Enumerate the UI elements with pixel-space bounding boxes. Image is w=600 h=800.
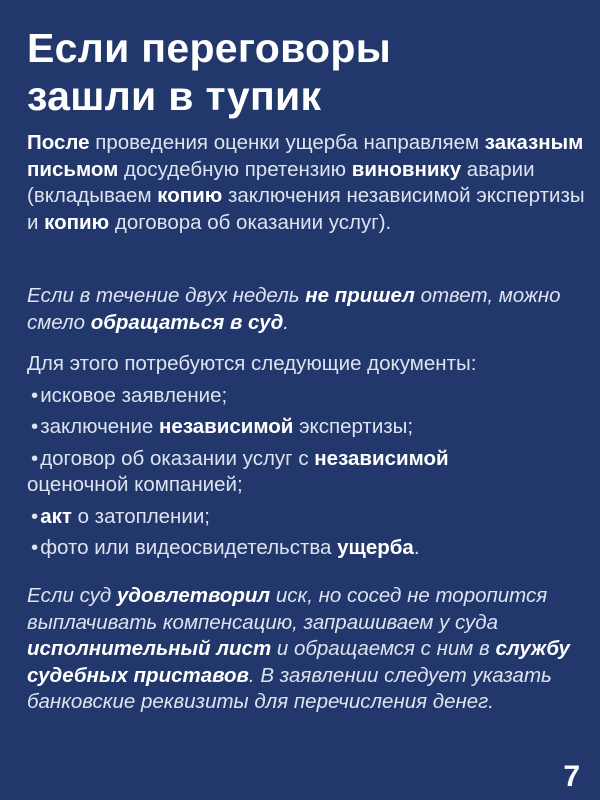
paragraph-enforcement xyxy=(27,583,593,716)
text-span: договор об оказании услуг с xyxy=(40,446,315,470)
bold-text: обращаться в суд xyxy=(90,310,284,334)
text-span: о затоплении; xyxy=(71,504,210,528)
list-item xyxy=(27,504,593,531)
text-span: аварии (вкладываем xyxy=(27,157,535,207)
bold-text: После xyxy=(27,131,90,154)
bold-text: независимой xyxy=(314,446,449,470)
list-item xyxy=(27,414,593,441)
list-item xyxy=(27,535,593,562)
text-span: заключения независимой экспертизы и xyxy=(27,184,585,234)
text-span: . В заявлении следует указать банковские реквизиты для перечисления денег. xyxy=(27,663,552,713)
paragraph-claim xyxy=(27,130,593,236)
bullet-icon: • xyxy=(31,504,39,528)
text-span: оценочной компанией; xyxy=(27,473,243,496)
text-span: Если в течение двух недель xyxy=(27,284,306,307)
text-span: исковое заявление; xyxy=(40,383,228,407)
text-span: . xyxy=(283,310,289,334)
page-title xyxy=(27,24,587,120)
documents-list xyxy=(27,383,593,562)
text-span: иск, но сосед не торопится выплачивать компенсацию, запрашиваем у суда xyxy=(27,584,548,634)
bold-text: заказным письмом xyxy=(27,131,584,181)
bullet-icon: • xyxy=(31,536,39,559)
bold-text: независимой xyxy=(159,415,294,438)
bold-text: ущерба xyxy=(337,536,414,559)
documents-intro: Для этого потребуются следующие документы: xyxy=(27,352,477,375)
text-span: Если суд xyxy=(27,584,117,607)
text-span: заключение xyxy=(40,415,160,438)
paragraph-court xyxy=(27,283,593,336)
bold-text: не пришел xyxy=(305,284,415,307)
bullet-icon: • xyxy=(31,415,39,438)
text-span: и обращаемся с ним в xyxy=(271,637,496,660)
bullet-icon: • xyxy=(31,446,39,470)
text-span: проведения оценки ущерба направляем xyxy=(89,131,485,154)
bold-text: виновнику xyxy=(351,157,462,181)
bold-text: удовлетворил xyxy=(116,584,271,607)
bold-text: акт xyxy=(40,504,72,528)
page-number: 7 xyxy=(563,760,580,793)
title-line-2: зашли в тупик xyxy=(27,73,322,119)
bold-text: службу судебных приставов xyxy=(27,637,570,687)
bold-text: копию xyxy=(157,184,223,207)
text-span: ответ, можно смело xyxy=(27,284,561,334)
bold-text: исполнительный лист xyxy=(27,637,272,660)
text-span: досудебную претензию xyxy=(118,157,352,181)
title-line-1: Если переговоры xyxy=(27,25,392,71)
text-span: . xyxy=(413,536,420,559)
text-span: договора об оказании услуг). xyxy=(109,210,392,234)
text-span: фото или видеосвидетельства xyxy=(40,536,338,559)
bullet-icon: • xyxy=(31,383,39,407)
text-span: экспертизы; xyxy=(293,415,414,438)
list-item xyxy=(27,446,593,499)
list-item xyxy=(27,383,593,410)
documents-section xyxy=(27,351,593,562)
bold-text: копию xyxy=(44,210,110,234)
